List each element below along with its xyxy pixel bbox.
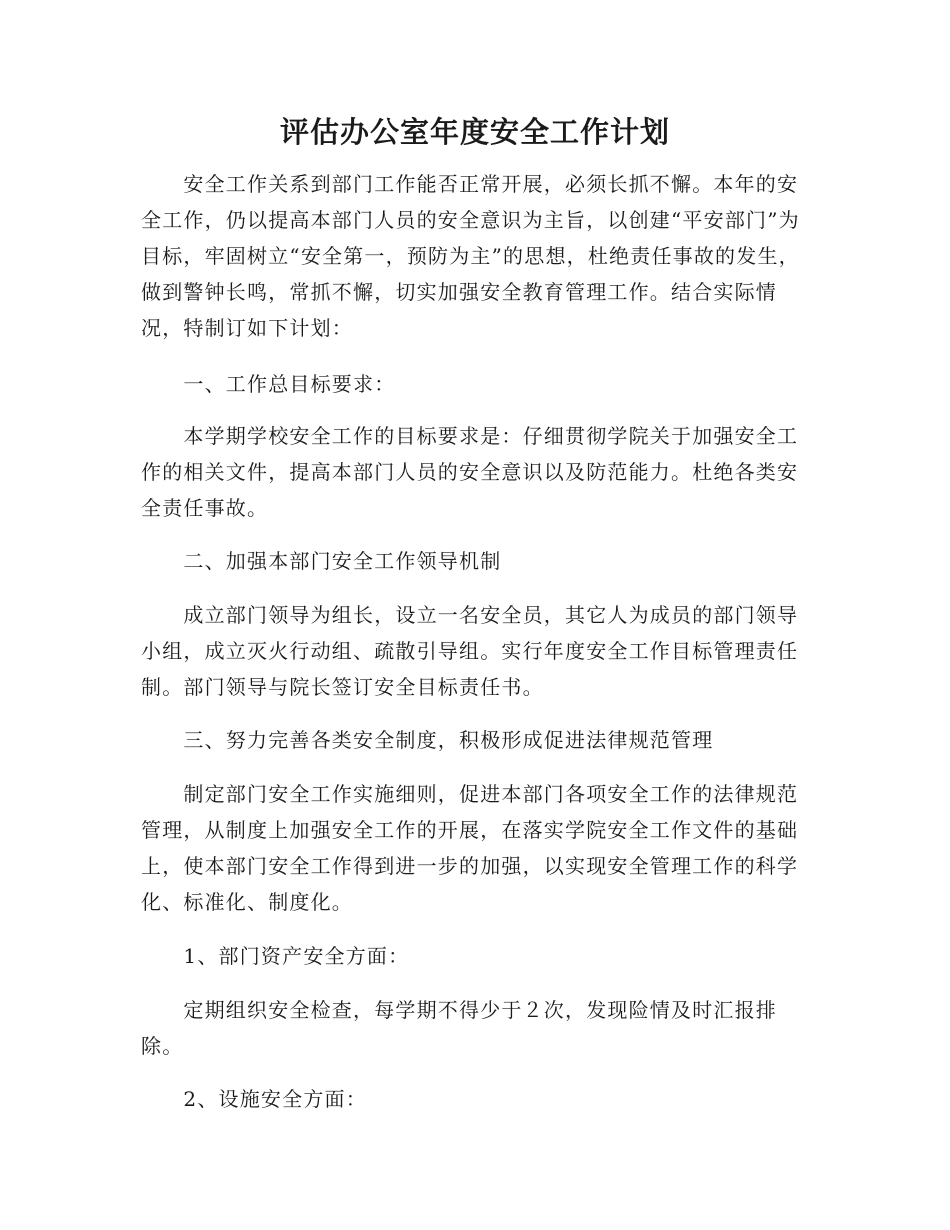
intro-paragraph: 安全工作关系到部门工作能否正常开展，必须长抓不懈。本年的安全工作，仍以提高本部门人员的安全意识为主旨，以创建“平安部门”为目标，牢固树立“安全第一，预防为主”的思想，杜绝责任事故的发生，做到警钟长鸣，常抓不懈，切实加强安全教育管理工作。结合实际情况，特制订如下计划： [141, 172, 800, 340]
document-title: 评估办公室年度安全工作计划 [279, 115, 670, 149]
section-heading-regulations: 三、努力完善各类安全制度，积极形成促进法律规范管理 [141, 728, 714, 752]
section-heading-leadership: 二、加强本部门安全工作领导机制 [141, 549, 502, 573]
goals-paragraph: 本学期学校安全工作的目标要求是：仔细贯彻学院关于加强安全工作的相关文件，提高本部门人员的安全意识以及防范能力。杜绝各类安全责任事故。 [141, 424, 799, 520]
subsection-heading-assets: 1、部门资产安全方面： [141, 944, 410, 968]
regulations-paragraph: 制定部门安全工作实施细则，促进本部门各项安全工作的法律规范管理，从制度上加强安全工作的开展，在落实学院安全工作文件的基础上，使本部门安全工作得到进一步的加强，以实现安全管理工作的科学化、标准化、制度化。 [141, 782, 799, 914]
section-heading-goals: 一、工作总目标要求： [141, 372, 396, 396]
leadership-paragraph: 成立部门领导为组长，设立一名安全员，其它人为成员的部门领导小组，成立灭火行动组、疏散引导组。实行年度安全工作目标管理责任制。部门领导与院长签订安全目标责任书。 [141, 603, 799, 699]
subsection-heading-facilities: 2、设施安全方面： [141, 1087, 367, 1111]
assets-paragraph: 定期组织安全检查，每学期不得少于２次，发现险情及时汇报排除。 [141, 998, 777, 1058]
